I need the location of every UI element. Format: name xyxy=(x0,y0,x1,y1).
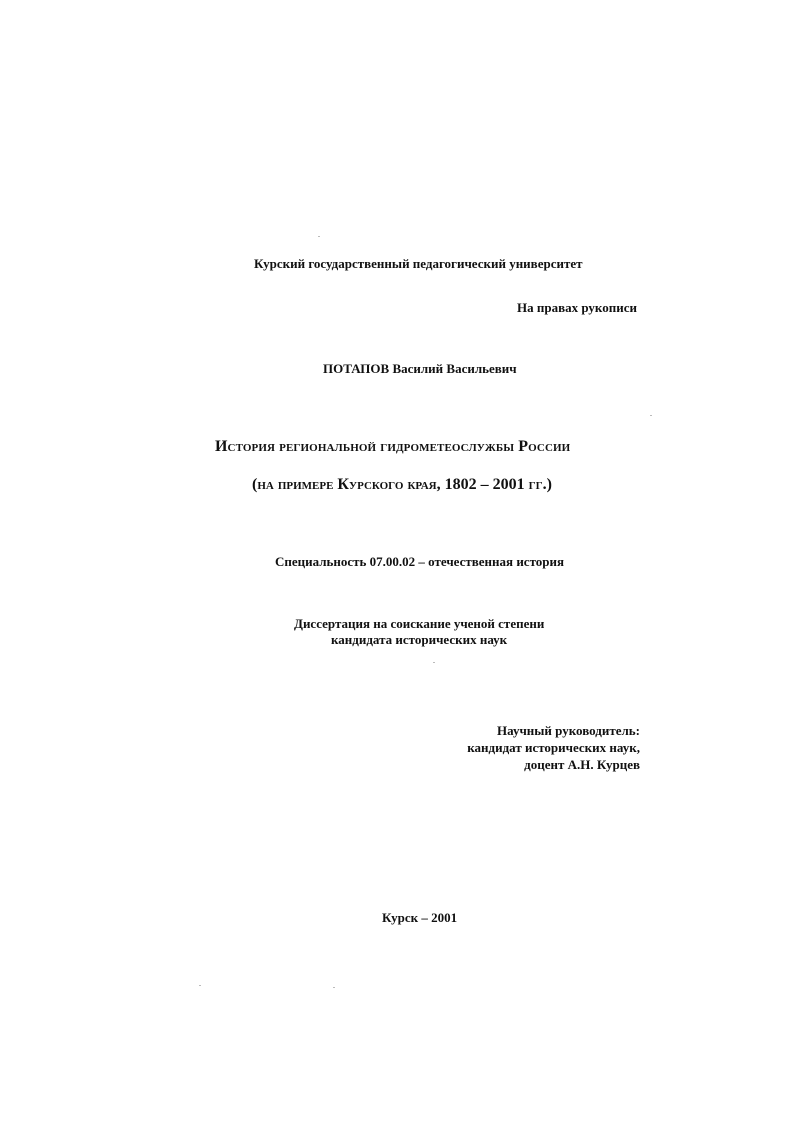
scan-speck xyxy=(318,236,320,237)
supervisor-label: Научный руководитель: xyxy=(497,723,640,738)
dissertation-title: История региональной гидрометеослужбы России xyxy=(215,438,571,455)
author-name: ПОТАПОВ Василий Васильевич xyxy=(323,361,517,376)
scan-speck xyxy=(333,987,335,988)
supervisor-block xyxy=(467,722,640,773)
university-name: Курский государственный педагогический университет xyxy=(254,256,583,271)
degree-line-2: кандидата исторических наук xyxy=(331,632,508,647)
scan-speck xyxy=(650,415,652,416)
scan-speck xyxy=(433,662,435,663)
supervisor-degree: кандидат исторических наук, xyxy=(467,740,640,755)
specialty-line: Специальность 07.00.02 – отечественная история xyxy=(275,554,565,569)
degree-line-1: Диссертация на соискание ученой степени xyxy=(294,616,545,631)
supervisor-name: доцент А.Н. Курцев xyxy=(524,757,640,772)
city-year: Курск – 2001 xyxy=(382,910,458,925)
dissertation-subtitle: (на примере Курского края, 1802 – 2001 гг.) xyxy=(252,476,552,493)
scan-speck xyxy=(199,985,201,986)
manuscript-rights-note: На правах рукописи xyxy=(517,300,637,315)
